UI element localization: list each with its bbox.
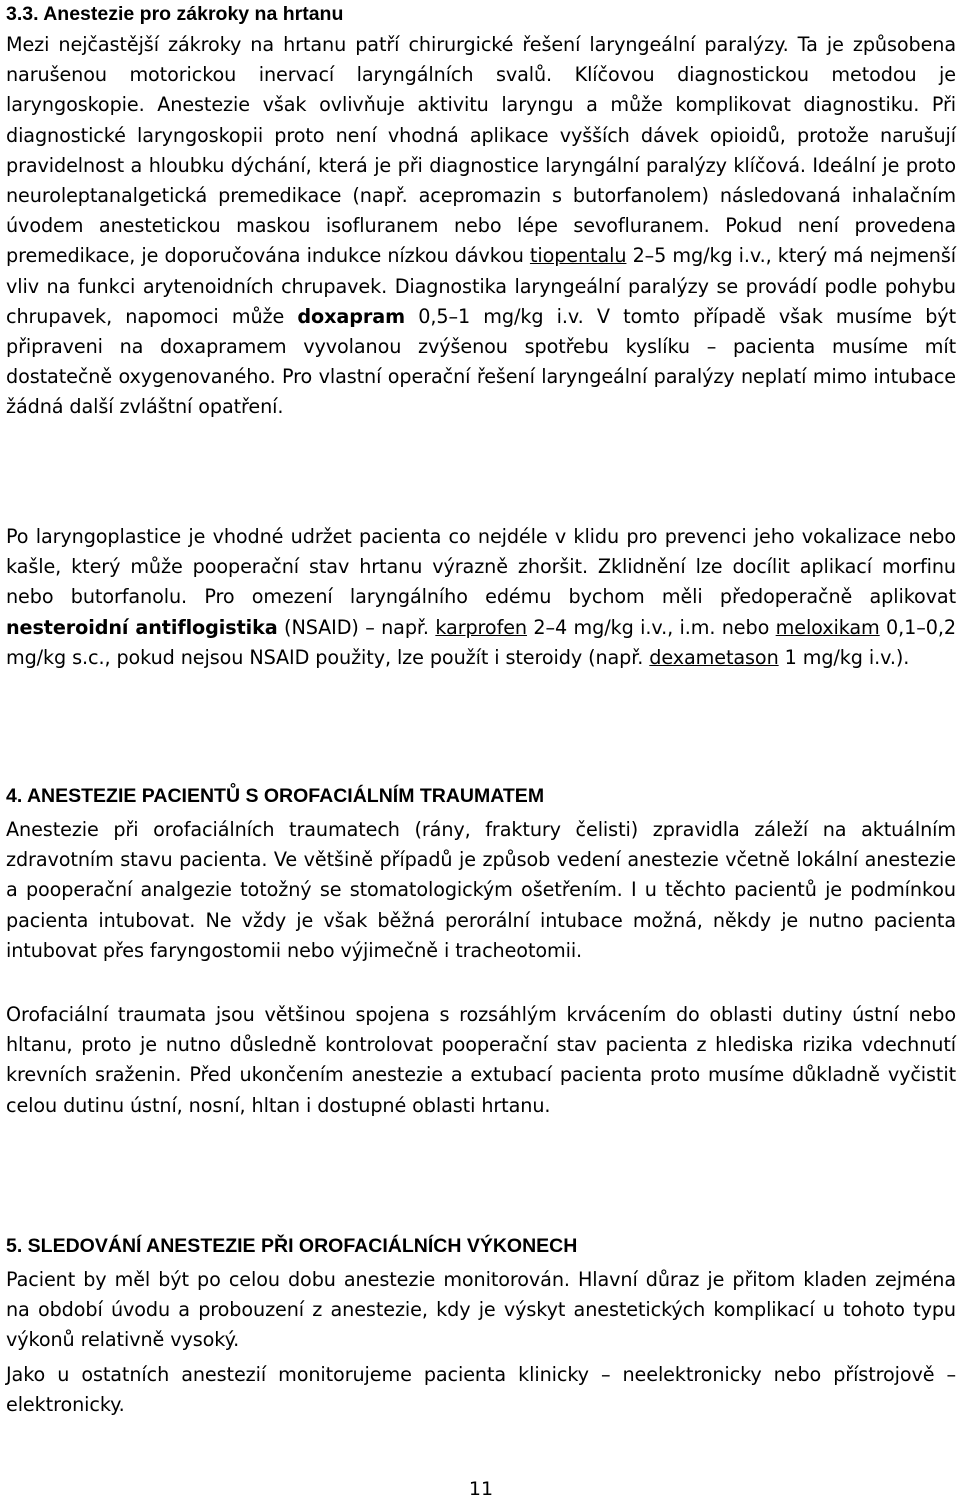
- drug-link-tiopental: tiopentalu: [529, 244, 627, 268]
- section-3-3-heading: 3.3. Anestezie pro zákroky na hrtanu: [6, 3, 344, 25]
- text-run: 1 mg/kg i.v.).: [778, 645, 910, 669]
- drug-doxapram: doxapram: [297, 304, 406, 328]
- text-run: Mezi nejčastější zákroky na hrtanu patří chirurgické řešení laryngeální paralýzy. Ta je způsobena narušenou motorickou inervací laryngálních svalů. Klíčovou diagnostickou metodou je laryngoskopie. Anestezie však ovlivňuje aktivitu laryngu a může komplikovat diagnostiku. Při diagnostické laryngoskopii proto není vhodná aplikace vyšších dávek opioidů, protože narušují pravidelnost a hloubku dýchání, která je při diagnostice laryngální paralýzy klíčová. Ideální je proto neuroleptanalgetická premedikace (např. acepromazin s butorfanolem) následovaná inhalačním úvodem anestetickou maskou isofluranem nebo lépe sevofluranem. Pokud není provedena premedikace, je doporučována indukce nízkou dávkou: [6, 33, 956, 268]
- drug-link-karprofen: karprofen: [435, 615, 527, 639]
- section-3-3-paragraph-2: [6, 522, 956, 673]
- drug-link-dexametason: dexametason: [649, 645, 779, 669]
- section-4-paragraph-2: Orofaciální traumata jsou většinou spojena s rozsáhlým krvácením do oblasti dutiny ústní nebo hltanu, proto je nutno důsledně kontrolovat pooperační stav pacienta z hlediska rizika vdechnutí krevních sraženin. Před ukončením anestezie a extubací pacienta proto musíme důkladně vyčistit celou dutinu ústní, nosní, hltan i dostupné oblasti hrtanu.: [6, 1003, 956, 1117]
- section-5-paragraph-2: Jako u ostatních anestezií monitorujeme pacienta klinicky – neelektronicky nebo přístrojově – elektronicky.: [6, 1363, 956, 1417]
- section-3-3-paragraph-1: [6, 30, 956, 423]
- text-run: 2–4 mg/kg i.v., i.m. nebo: [527, 615, 776, 639]
- page-number: 11: [468, 1478, 494, 1500]
- section-4-paragraph-1: Anestezie při orofaciálních traumatech (rány, fraktury čelisti) zpravidla záleží na aktuálním zdravotním stavu pacienta. Ve většině případů je způsob vedení anestezie včetně lokální anestezie a pooperační analgezie totožný se stomatologickým ošetřením. I u těchto pacientů je podmínkou pacienta intubovat. Ne vždy je však běžná perorální intubace možná, někdy je nutno pacienta intubovat přes faryngostomii nebo výjimečně i tracheotomii.: [6, 818, 956, 962]
- drug-link-meloxikam: meloxikam: [775, 615, 880, 639]
- section-5-paragraph-1: Pacient by měl být po celou dobu anestezie monitorován. Hlavní důraz je přitom kladen zejména na období úvodu a probouzení z anestezie, kdy je výskyt anestetických komplikací u tohoto typu výkonů relativně vysoký.: [6, 1268, 956, 1352]
- text-run: 0,5–1 mg/kg i.v. V tomto případě však musíme být připraveni na doxapramem vyvolanou zvýšenou spotřebu kyslíku – pacienta musíme mít dostatečně oxygenovaného. Pro vlastní operační řešení laryngeální paralýzy neplatí mimo intubace žádná další zvláštní opatření.: [6, 304, 956, 419]
- text-run: 2–5 mg/kg i.v., který má nejmenší vliv na funkci arytenoidních chrupavek. Diagnostika laryngeální paralýzy se provádí podle pohybu chrupavek, napomoci může: [6, 244, 956, 328]
- section-4-heading: 4. ANESTEZIE PACIENTŮ S OROFACIÁLNÍM TRAUMATEM: [6, 785, 545, 807]
- nsaid-term: nesteroidní antiflogistika: [6, 615, 278, 639]
- text-run: Po laryngoplastice je vhodné udržet pacienta co nejdéle v klidu pro prevenci jeho vokalizace nebo kašle, který může pooperační stav hrtanu výrazně zhoršit. Zklidnění lze docílit aplikací morfinu nebo butorfanolu. Pro omezení laryngálního edému bychom měli předoperačně aplikovat: [6, 525, 956, 609]
- section-5-heading: 5. SLEDOVÁNÍ ANESTEZIE PŘI OROFACIÁLNÍCH VÝKONECH: [6, 1235, 578, 1257]
- text-run: 0,1–0,2 mg/kg s.c., pokud nejsou NSAID použity, lze použít i steroidy (např.: [6, 615, 956, 669]
- text-run: (NSAID) – např.: [277, 615, 436, 639]
